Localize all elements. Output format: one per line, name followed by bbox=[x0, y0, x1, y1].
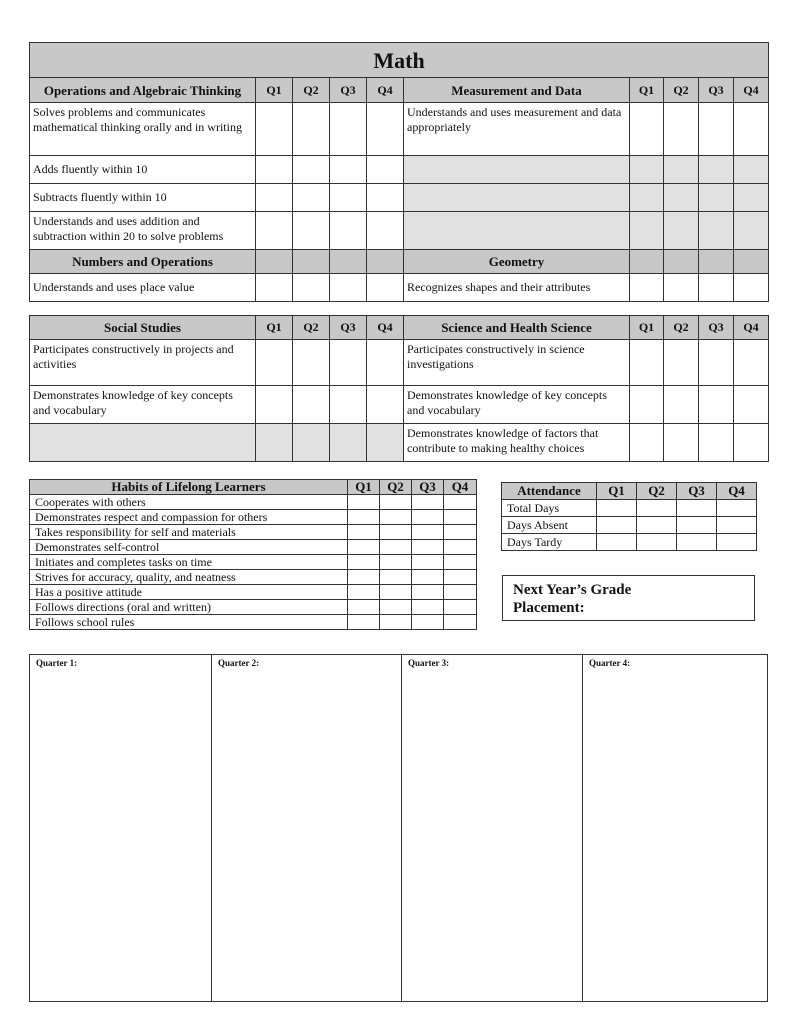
grade-cell[interactable] bbox=[664, 103, 699, 156]
grade-cell[interactable] bbox=[293, 156, 330, 184]
social-q2-header: Q2 bbox=[293, 316, 330, 340]
grade-cell[interactable] bbox=[380, 525, 412, 540]
grade-cell[interactable] bbox=[444, 525, 477, 540]
social-q3-header: Q3 bbox=[330, 316, 367, 340]
blank-cell bbox=[367, 250, 404, 274]
science-item-1: Participates constructively in science investigations bbox=[404, 340, 630, 386]
attendance-q1-header: Q1 bbox=[597, 483, 637, 500]
social-item-2: Demonstrates knowledge of key concepts and vocabulary bbox=[30, 386, 256, 424]
grade-cell[interactable] bbox=[293, 212, 330, 250]
blank-cell bbox=[734, 156, 769, 184]
grade-cell[interactable] bbox=[367, 156, 404, 184]
quarter-1-label: Quarter 1: bbox=[36, 658, 78, 668]
grade-cell[interactable] bbox=[330, 156, 367, 184]
grade-cell[interactable] bbox=[444, 540, 477, 555]
grade-cell[interactable] bbox=[380, 600, 412, 615]
grade-cell[interactable] bbox=[293, 340, 330, 386]
grade-cell[interactable] bbox=[734, 103, 769, 156]
grade-cell[interactable] bbox=[330, 340, 367, 386]
habits-heading: Habits of Lifelong Learners bbox=[30, 480, 348, 495]
grade-cell[interactable] bbox=[630, 274, 664, 302]
blank-cell bbox=[256, 424, 293, 462]
oat-item-4: Understands and uses addition and subtraction within 20 to solve problems bbox=[30, 212, 256, 250]
grade-cell[interactable] bbox=[699, 386, 734, 424]
grade-cell[interactable] bbox=[444, 510, 477, 525]
grade-cell[interactable] bbox=[348, 585, 380, 600]
blank-cell bbox=[734, 250, 769, 274]
grade-cell[interactable] bbox=[256, 156, 293, 184]
grade-cell[interactable] bbox=[630, 103, 664, 156]
blank-cell bbox=[664, 156, 699, 184]
grade-cell[interactable] bbox=[367, 103, 404, 156]
blank-cell bbox=[404, 156, 630, 184]
habit-item: Has a positive attitude bbox=[30, 585, 348, 600]
blank-cell bbox=[734, 212, 769, 250]
grade-cell[interactable] bbox=[734, 386, 769, 424]
placement-label-line1: Next Year’s Grade bbox=[513, 582, 632, 598]
grade-cell[interactable] bbox=[348, 600, 380, 615]
grade-cell[interactable] bbox=[630, 424, 664, 462]
social-q1-header: Q1 bbox=[256, 316, 293, 340]
blank-cell bbox=[404, 184, 630, 212]
social-science-table bbox=[29, 315, 769, 462]
attendance-days-tardy: Days Tardy bbox=[502, 534, 597, 551]
blank-cell bbox=[734, 184, 769, 212]
blank-cell bbox=[630, 156, 664, 184]
blank-cell bbox=[404, 212, 630, 250]
grade-cell[interactable] bbox=[664, 424, 699, 462]
habits-q1-header: Q1 bbox=[348, 480, 380, 495]
grade-cell[interactable] bbox=[380, 540, 412, 555]
attendance-table bbox=[501, 482, 757, 551]
blank-cell bbox=[30, 424, 256, 462]
grade-cell[interactable] bbox=[444, 495, 477, 510]
grade-cell[interactable] bbox=[348, 525, 380, 540]
oat-heading: Operations and Algebraic Thinking bbox=[30, 78, 256, 103]
attendance-total-days: Total Days bbox=[502, 500, 597, 517]
grade-cell[interactable] bbox=[664, 274, 699, 302]
science-heading: Science and Health Science bbox=[404, 316, 630, 340]
grade-cell[interactable] bbox=[256, 103, 293, 156]
grade-cell[interactable] bbox=[630, 340, 664, 386]
grade-cell[interactable] bbox=[293, 386, 330, 424]
science-q4-header: Q4 bbox=[734, 316, 769, 340]
quarter-1-comment-box[interactable] bbox=[30, 655, 212, 1001]
grade-cell[interactable] bbox=[412, 510, 444, 525]
quarter-2-label: Quarter 2: bbox=[218, 658, 260, 668]
blank-cell bbox=[256, 250, 293, 274]
blank-cell bbox=[630, 250, 664, 274]
grade-cell[interactable] bbox=[444, 555, 477, 570]
habit-item: Demonstrates respect and compassion for others bbox=[30, 510, 348, 525]
grade-cell[interactable] bbox=[348, 495, 380, 510]
grade-cell[interactable] bbox=[630, 386, 664, 424]
comments-section bbox=[29, 654, 768, 1002]
grade-cell[interactable] bbox=[330, 184, 367, 212]
grade-cell[interactable] bbox=[256, 212, 293, 250]
grade-cell[interactable] bbox=[444, 570, 477, 585]
attendance-q2-header: Q2 bbox=[637, 483, 677, 500]
md-q2-header: Q2 bbox=[664, 78, 699, 103]
grade-cell[interactable] bbox=[734, 424, 769, 462]
attendance-cell[interactable] bbox=[717, 517, 757, 534]
grade-cell[interactable] bbox=[348, 570, 380, 585]
math-q3-header: Q3 bbox=[330, 78, 367, 103]
grade-cell[interactable] bbox=[412, 555, 444, 570]
grade-cell[interactable] bbox=[380, 510, 412, 525]
blank-cell bbox=[664, 184, 699, 212]
grade-cell[interactable] bbox=[256, 274, 293, 302]
grade-cell[interactable] bbox=[367, 386, 404, 424]
attendance-q3-header: Q3 bbox=[677, 483, 717, 500]
oat-item-2: Adds fluently within 10 bbox=[30, 156, 256, 184]
md-q4-header: Q4 bbox=[734, 78, 769, 103]
science-item-3: Demonstrates knowledge of factors that contribute to making healthy choices bbox=[404, 424, 630, 462]
grade-cell[interactable] bbox=[734, 340, 769, 386]
md-heading: Measurement and Data bbox=[404, 78, 630, 103]
math-q2-header: Q2 bbox=[293, 78, 330, 103]
blank-cell bbox=[293, 424, 330, 462]
grade-cell[interactable] bbox=[664, 386, 699, 424]
attendance-cell[interactable] bbox=[637, 500, 677, 517]
grade-cell[interactable] bbox=[444, 600, 477, 615]
attendance-cell[interactable] bbox=[597, 500, 637, 517]
blank-cell bbox=[664, 212, 699, 250]
grade-cell[interactable] bbox=[380, 615, 412, 630]
geometry-item-1: Recognizes shapes and their attributes bbox=[404, 274, 630, 302]
grade-cell[interactable] bbox=[412, 615, 444, 630]
science-item-2: Demonstrates knowledge of key concepts and vocabulary bbox=[404, 386, 630, 424]
science-q2-header: Q2 bbox=[664, 316, 699, 340]
habit-item: Takes responsibility for self and materials bbox=[30, 525, 348, 540]
attendance-cell[interactable] bbox=[597, 534, 637, 551]
grade-cell[interactable] bbox=[367, 184, 404, 212]
grade-cell[interactable] bbox=[412, 525, 444, 540]
blank-cell bbox=[630, 184, 664, 212]
placement-label-line2: Placement: bbox=[513, 600, 585, 616]
attendance-cell[interactable] bbox=[637, 534, 677, 551]
grade-cell[interactable] bbox=[293, 274, 330, 302]
attendance-cell[interactable] bbox=[677, 534, 717, 551]
attendance-cell[interactable] bbox=[637, 517, 677, 534]
blank-cell bbox=[330, 250, 367, 274]
grade-cell[interactable] bbox=[412, 495, 444, 510]
grade-cell[interactable] bbox=[330, 386, 367, 424]
math-q1-header: Q1 bbox=[256, 78, 293, 103]
blank-cell bbox=[293, 250, 330, 274]
math-title: Math bbox=[30, 43, 769, 78]
blank-cell bbox=[367, 424, 404, 462]
grade-cell[interactable] bbox=[444, 615, 477, 630]
grade-cell[interactable] bbox=[256, 184, 293, 212]
grade-cell[interactable] bbox=[256, 340, 293, 386]
attendance-heading: Attendance bbox=[502, 483, 597, 500]
grade-cell[interactable] bbox=[380, 555, 412, 570]
grade-cell[interactable] bbox=[367, 212, 404, 250]
attendance-cell[interactable] bbox=[597, 517, 637, 534]
grade-cell[interactable] bbox=[367, 340, 404, 386]
grade-cell[interactable] bbox=[348, 615, 380, 630]
grade-cell[interactable] bbox=[348, 555, 380, 570]
attendance-q4-header: Q4 bbox=[717, 483, 757, 500]
blank-cell bbox=[699, 250, 734, 274]
attendance-cell[interactable] bbox=[717, 534, 757, 551]
grade-cell[interactable] bbox=[380, 570, 412, 585]
grade-cell[interactable] bbox=[348, 510, 380, 525]
md-q1-header: Q1 bbox=[630, 78, 664, 103]
habit-item: Demonstrates self-control bbox=[30, 540, 348, 555]
blank-cell bbox=[699, 184, 734, 212]
social-item-1: Participates constructively in projects and activities bbox=[30, 340, 256, 386]
attendance-cell[interactable] bbox=[677, 517, 717, 534]
grade-cell[interactable] bbox=[380, 495, 412, 510]
blank-cell bbox=[630, 212, 664, 250]
quarter-2-comment-box[interactable] bbox=[212, 655, 402, 1001]
math-table bbox=[29, 42, 769, 302]
quarter-3-label: Quarter 3: bbox=[408, 658, 450, 668]
attendance-cell[interactable] bbox=[677, 500, 717, 517]
quarter-3-comment-box[interactable] bbox=[402, 655, 583, 1001]
grade-cell[interactable] bbox=[734, 274, 769, 302]
blank-cell bbox=[699, 212, 734, 250]
habit-item: Initiates and completes tasks on time bbox=[30, 555, 348, 570]
grade-cell[interactable] bbox=[293, 103, 330, 156]
grade-cell[interactable] bbox=[256, 386, 293, 424]
habits-q3-header: Q3 bbox=[412, 480, 444, 495]
grade-cell[interactable] bbox=[293, 184, 330, 212]
grade-cell[interactable] bbox=[444, 585, 477, 600]
grade-cell[interactable] bbox=[330, 103, 367, 156]
md-item-1: Understands and uses measurement and data appropriately bbox=[404, 103, 630, 156]
grade-cell[interactable] bbox=[412, 540, 444, 555]
nbt-item-1: Understands and uses place value bbox=[30, 274, 256, 302]
md-q3-header: Q3 bbox=[699, 78, 734, 103]
social-studies-heading: Social Studies bbox=[30, 316, 256, 340]
grade-cell[interactable] bbox=[699, 340, 734, 386]
blank-cell bbox=[330, 424, 367, 462]
grade-cell[interactable] bbox=[412, 570, 444, 585]
science-q3-header: Q3 bbox=[699, 316, 734, 340]
oat-item-3: Subtracts fluently within 10 bbox=[30, 184, 256, 212]
attendance-cell[interactable] bbox=[717, 500, 757, 517]
grade-cell[interactable] bbox=[699, 103, 734, 156]
grade-placement-box[interactable] bbox=[502, 575, 755, 621]
habits-q2-header: Q2 bbox=[380, 480, 412, 495]
grade-cell[interactable] bbox=[348, 540, 380, 555]
grade-cell[interactable] bbox=[699, 424, 734, 462]
grade-cell[interactable] bbox=[412, 600, 444, 615]
grade-cell[interactable] bbox=[330, 212, 367, 250]
blank-cell bbox=[664, 250, 699, 274]
blank-cell bbox=[699, 156, 734, 184]
habits-table bbox=[29, 479, 477, 630]
grade-cell[interactable] bbox=[699, 274, 734, 302]
grade-cell[interactable] bbox=[367, 274, 404, 302]
oat-item-1: Solves problems and communicates mathematical thinking orally and in writing bbox=[30, 103, 256, 156]
science-q1-header: Q1 bbox=[630, 316, 664, 340]
grade-cell[interactable] bbox=[664, 340, 699, 386]
habit-item: Follows directions (oral and written) bbox=[30, 600, 348, 615]
math-q4-header: Q4 bbox=[367, 78, 404, 103]
geometry-heading: Geometry bbox=[404, 250, 630, 274]
habit-item: Strives for accuracy, quality, and neatness bbox=[30, 570, 348, 585]
habit-item: Follows school rules bbox=[30, 615, 348, 630]
attendance-days-absent: Days Absent bbox=[502, 517, 597, 534]
grade-cell[interactable] bbox=[330, 274, 367, 302]
grade-cell[interactable] bbox=[412, 585, 444, 600]
quarter-4-label: Quarter 4: bbox=[589, 658, 631, 668]
social-q4-header: Q4 bbox=[367, 316, 404, 340]
habit-item: Cooperates with others bbox=[30, 495, 348, 510]
nbt-heading: Numbers and Operations bbox=[30, 250, 256, 274]
grade-cell[interactable] bbox=[380, 585, 412, 600]
habits-q4-header: Q4 bbox=[444, 480, 477, 495]
quarter-4-comment-box[interactable] bbox=[583, 655, 767, 1001]
